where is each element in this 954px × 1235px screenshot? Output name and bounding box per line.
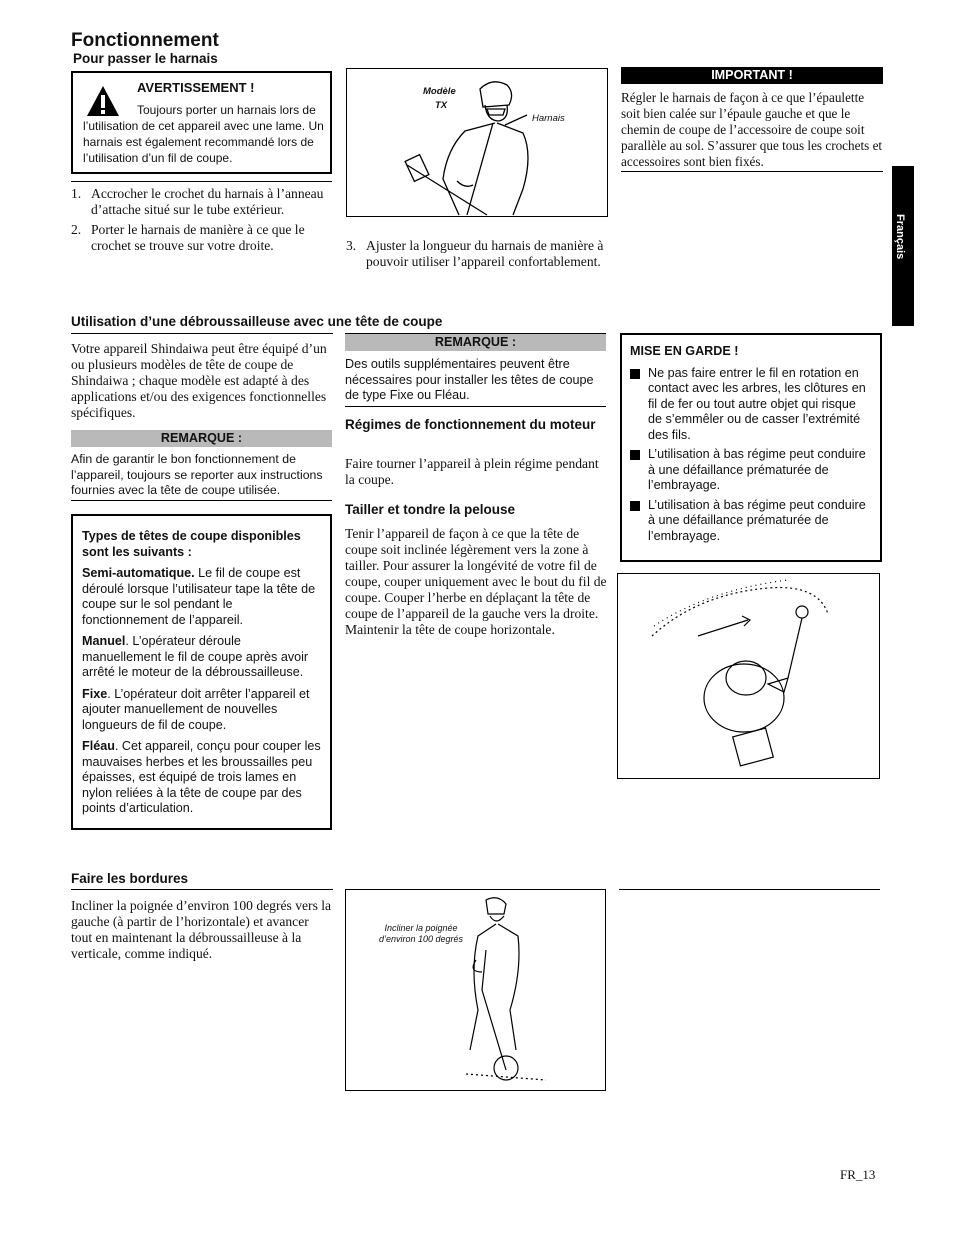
note1-title: REMARQUE : bbox=[71, 430, 332, 447]
types-title: Types de têtes de coupe disponibles sont les suivants : bbox=[82, 529, 301, 559]
type-item: Manuel. L’opérateur déroule manuellement le fil de coupe après avoir arrêté le moteur de la débroussailleuse. bbox=[82, 634, 309, 679]
warning-box bbox=[71, 71, 332, 174]
step-3: 3. Ajuster la longueur du harnais de manière à pouvoir utiliser l’appareil confortablement. bbox=[346, 238, 604, 269]
trimming-illustration bbox=[618, 574, 879, 778]
engine-heading: Régimes de fonctionnement du moteur bbox=[345, 417, 596, 432]
step-item: 2. Porter le harnais de manière à ce que le crochet se trouve sur votre droite. bbox=[71, 222, 305, 253]
important-title: IMPORTANT ! bbox=[621, 67, 883, 84]
edging-figure bbox=[345, 889, 606, 1091]
cutting-head-types-box bbox=[71, 514, 332, 830]
operator-illustration bbox=[347, 69, 607, 216]
caution-item: L’utilisation à bas régime peut conduire à une défaillance prématurée de l’embrayage. bbox=[630, 447, 872, 494]
harness-figure bbox=[346, 68, 608, 217]
cutting-head-intro: Votre appareil Shindaiwa peut être équipé d’un ou plusieurs modèles de tête de coupe de Shindaiwa ; chaque modèle est adapté à des applications et/ou des exigences fonctionnelles spécifiques. bbox=[71, 341, 327, 420]
trim-text: Tenir l’appareil de façon à ce que la tête de coupe soit inclinée légèrement vers la zone à tailler. Pour assurer la longévité de votre fil de coupe, couper uniquement avec le bout du fil de coupe. Couper l’herbe en déplaçant la tête de coupe de l’appareil de la gauche vers la droite. Maintenir la tête de coupe horizontale. bbox=[345, 526, 607, 637]
trim-heading: Tailler et tondre la pelouse bbox=[345, 502, 516, 517]
harness-heading: Pour passer le harnais bbox=[73, 51, 218, 66]
engine-text: Faire tourner l’appareil à plein régime pendant la coupe. bbox=[345, 456, 599, 487]
bullet-square-icon bbox=[630, 369, 640, 379]
language-tab bbox=[892, 166, 914, 326]
type-item: Fléau. Cet appareil, conçu pour couper les mauvaises herbes et les broussailles peu épaisses, est équipé de trois lames en nylon reliées à la tête de coupe par des points d’articulation. bbox=[82, 739, 321, 815]
page-number: FR_13 bbox=[840, 1167, 876, 1182]
harness-steps bbox=[71, 186, 333, 258]
caution-item: Ne pas faire entrer le fil en rotation en contact avec les arbres, les clôtures en fil de fer ou tout autre objet qui risque de s’emmêler ou de casser l’extrémité des fils. bbox=[630, 366, 872, 444]
caution-item: L’utilisation à bas régime peut conduire à une défaillance prématurée de l’embrayage. bbox=[630, 498, 872, 545]
note1-text: Afin de garantir le bon fonctionnement de l’appareil, toujours se reporter aux instructions fournies avec la tête de coupe utilisée. bbox=[71, 452, 323, 497]
bullet-square-icon bbox=[630, 501, 640, 511]
note2-title: REMARQUE : bbox=[345, 334, 606, 351]
bullet-square-icon bbox=[630, 450, 640, 460]
important-text: Régler le harnais de façon à ce que l’épaulette soit bien calée sur l’épaule gauche et que le chemin de coupe de l’accessoire de coupe soit parallèle au sol. S’assurer que tous les crochets et accessoires sont bien fixés. bbox=[621, 90, 883, 169]
figure-label-model: Modèle bbox=[423, 86, 456, 97]
caution-title: MISE EN GARDE ! bbox=[630, 344, 739, 358]
type-item: Fixe. L’opérateur doit arrêter l’appareil et ajouter manuellement de nouvelles longueurs de fil de coupe. bbox=[82, 686, 310, 732]
edging-text: Incliner la poignée d’environ 100 degrés vers la gauche (à partir de l’horizontale) et avancer tout en maintenant la débroussailleuse à la verticale, comme indiqué. bbox=[71, 898, 332, 961]
caution-box bbox=[620, 333, 882, 562]
step-item: 1. Accrocher le crochet du harnais à l’anneau d’attache situé sur le tube extérieur. bbox=[71, 186, 324, 217]
edging-heading: Faire les bordures bbox=[71, 871, 189, 886]
note2-text: Des outils supplémentaires peuvent être nécessaires pour installer les têtes de coupe de type Fixe ou Fléau. bbox=[345, 357, 594, 402]
figure-label-harness: Harnais bbox=[532, 113, 565, 124]
edging-figure-label: Incliner la poignée d’environ 100 degrés bbox=[378, 923, 464, 944]
page-title: Fonctionnement bbox=[71, 30, 219, 51]
trimming-figure bbox=[617, 573, 880, 779]
figure-label-tx: TX bbox=[435, 100, 448, 111]
edging-illustration bbox=[346, 890, 605, 1090]
type-item: Semi-automatique. Le fil de coupe est déroulé lorsque l’utilisateur tape la tête de coupe sur le sol pendant le fonctionnement de l’appareil. bbox=[82, 566, 316, 627]
warning-title: AVERTISSEMENT ! bbox=[137, 80, 255, 95]
warning-text: Toujours porter un harnais lors de l’utilisation de cet appareil avec une lame. Un harnais est également recommandé lors de l’utilisation d’un fil de coupe. bbox=[83, 103, 324, 165]
language-tab-label: Français bbox=[894, 214, 906, 260]
cutting-head-heading: Utilisation d’une débroussailleuse avec une tête de coupe bbox=[71, 314, 443, 329]
